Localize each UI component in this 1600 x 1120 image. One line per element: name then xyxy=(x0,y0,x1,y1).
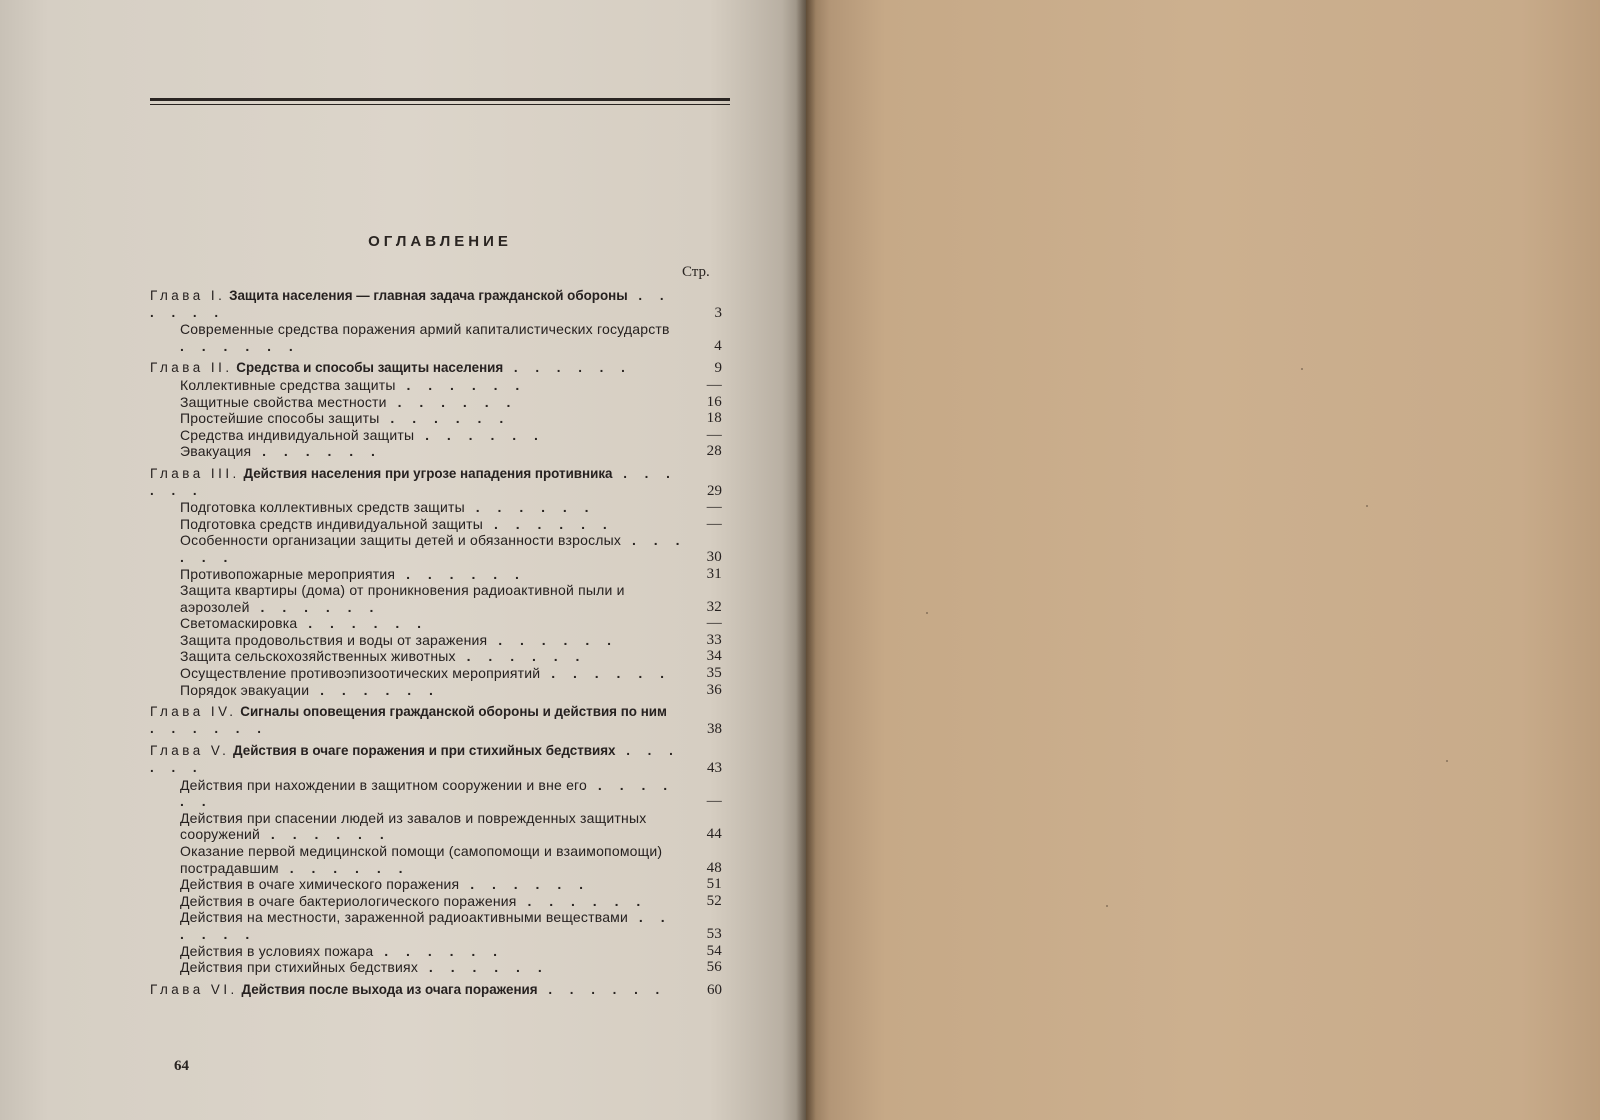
entry-title: Действия при нахождении в защитном сооружении и вне его xyxy=(180,776,588,793)
entry-title: Действия на местности, зараженной радиоактивными веществами xyxy=(180,909,629,926)
header-rule xyxy=(150,98,730,101)
toc-section-entry xyxy=(150,566,732,583)
leader-dots: . . . . . . xyxy=(414,426,545,443)
leader-dots: . . . . . . xyxy=(297,615,429,632)
table-of-contents xyxy=(150,288,732,998)
toc-section-entry xyxy=(150,843,732,876)
toc-section-entry xyxy=(150,943,732,960)
entry-page-number: 33 xyxy=(706,631,722,648)
leader-dots: . . . . . . xyxy=(150,288,671,320)
entry-page-number: 29 xyxy=(707,482,722,499)
toc-section-entry xyxy=(150,893,732,910)
entry-page-number: 53 xyxy=(706,925,722,942)
entry-title: Подготовка средств индивидуальной защиты xyxy=(180,515,484,532)
entry-title: Порядок эвакуации xyxy=(180,681,310,698)
leader-dots: . . . . . . xyxy=(516,892,648,909)
entry-title: Средства и способы защиты населения xyxy=(236,360,504,376)
entry-page-number: — xyxy=(706,793,722,810)
entry-page-number: 44 xyxy=(706,826,722,843)
paper-speck xyxy=(1106,905,1108,907)
toc-section-entry xyxy=(150,394,732,411)
entry-title: Подготовка коллективных средств защиты xyxy=(180,499,465,516)
leader-dots: . . . . . . xyxy=(180,909,672,942)
entry-title: Действия в очаге химического поражения xyxy=(180,876,460,893)
leader-dots: . . . . . . xyxy=(537,981,667,997)
entry-title: Светомаскировка xyxy=(180,615,298,632)
entry-title: Действия при стихийных бедствиях xyxy=(180,959,419,976)
toc-section-entry xyxy=(150,876,732,893)
leader-dots: . . . . . . xyxy=(309,681,440,698)
entry-title: Оказание первой медицинской помощи (самопомощи и взаимопомощи) пострадавшим xyxy=(180,843,663,876)
paper-speck xyxy=(1301,368,1303,370)
entry-title: Простейшие способы защиты xyxy=(180,410,380,427)
toc-section-entry xyxy=(150,516,732,533)
chapter-number: Глава VI. xyxy=(150,981,238,997)
leader-dots: . . . . . . xyxy=(503,360,632,376)
entry-page-number: 31 xyxy=(706,565,722,582)
entry-title: Противопожарные мероприятия xyxy=(180,565,396,582)
entry-title: Защитные свойства местности xyxy=(180,393,387,410)
leader-dots: . . . . . . xyxy=(464,499,596,516)
entry-page-number: 56 xyxy=(706,959,722,976)
chapter-number: Глава II. xyxy=(150,360,233,376)
toc-section-entry xyxy=(150,665,732,682)
leader-dots: . . . . . . xyxy=(386,393,518,410)
chapter-number: Глава III. xyxy=(150,465,240,481)
entry-page-number: — xyxy=(706,499,722,516)
book-gutter xyxy=(796,0,816,1120)
entry-page-number: 4 xyxy=(714,337,722,354)
toc-chapter-entry xyxy=(150,466,732,499)
leader-dots: . . . . . . xyxy=(251,443,382,460)
entry-title: Действия при спасении людей из завалов и поврежденных защитных сооружений xyxy=(180,809,647,843)
toc-section-entry xyxy=(150,532,732,565)
leader-dots: . . . . . . xyxy=(379,410,511,427)
toc-section-entry xyxy=(150,582,732,615)
entry-title: Средства индивидуальной защиты xyxy=(180,426,415,443)
toc-section-entry xyxy=(150,959,732,976)
entry-title: Защита продовольствия и воды от заражения xyxy=(180,631,488,648)
leader-dots: . . . . . . xyxy=(373,942,505,959)
entry-page-number: 28 xyxy=(706,443,722,460)
entry-title: Действия в условиях пожара xyxy=(180,942,374,959)
entry-page-number: 9 xyxy=(714,360,722,377)
toc-chapter-entry xyxy=(150,743,732,776)
entry-page-number: — xyxy=(706,426,722,443)
entry-title: Сигналы оповещения гражданской обороны и действия по ним xyxy=(240,704,667,720)
toc-chapter-entry xyxy=(150,360,732,377)
leader-dots: . . . . . . xyxy=(150,743,680,776)
leader-dots: . . . . . . xyxy=(278,859,410,876)
entry-page-number: 34 xyxy=(706,648,722,665)
chapter-number: Глава IV. xyxy=(150,704,237,720)
toc-section-entry xyxy=(150,377,732,394)
toc-chapter-entry xyxy=(150,288,732,321)
leader-dots: . . . . . . xyxy=(418,959,549,976)
toc-section-entry xyxy=(150,321,732,354)
toc-section-entry xyxy=(150,615,732,632)
leader-dots: . . . . . . xyxy=(459,876,590,893)
leader-dots: . . . . . . xyxy=(483,515,614,532)
entry-title: Действия населения при угрозе нападения противника xyxy=(243,465,613,481)
entry-page-number: 30 xyxy=(706,548,722,565)
entry-page-number: 16 xyxy=(706,393,722,410)
entry-page-number: 52 xyxy=(706,892,722,909)
leader-dots: . . . . . . xyxy=(249,598,381,615)
paper-speck xyxy=(1366,505,1368,507)
toc-section-entry xyxy=(150,632,732,649)
entry-page-number: 36 xyxy=(706,681,722,698)
entry-page-number: 54 xyxy=(706,942,722,959)
leader-dots: . . . . . . xyxy=(487,631,618,648)
paper-speck xyxy=(926,612,928,614)
entry-page-number: 3 xyxy=(714,304,722,321)
leader-dots: . . . . . . xyxy=(260,826,391,843)
leader-dots: . . . . . . xyxy=(180,776,675,810)
leader-dots: . . . . . . xyxy=(150,720,268,736)
entry-page-number: 43 xyxy=(707,760,722,777)
entry-page-number: 51 xyxy=(706,876,722,893)
toc-chapter-entry xyxy=(150,982,732,999)
entry-page-number: 32 xyxy=(706,598,722,615)
entry-title: Защита сельскохозяйственных животных xyxy=(180,648,456,665)
leader-dots: . . . . . . xyxy=(395,376,527,393)
header-rule-thin xyxy=(150,104,730,105)
entry-title: Действия в очаге бактериологического поражения xyxy=(180,892,517,909)
page-column-label: Стр. xyxy=(682,264,710,280)
chapter-number: Глава V. xyxy=(150,743,230,759)
toc-section-entry xyxy=(150,909,732,942)
paper-speck xyxy=(1446,760,1448,762)
entry-page-number: — xyxy=(706,615,722,632)
toc-section-entry xyxy=(150,810,732,843)
entry-title: Защита населения — главная задача гражданской обороны xyxy=(229,288,628,303)
toc-chapter-entry xyxy=(150,704,732,737)
leader-dots: . . . . . . xyxy=(180,532,687,565)
entry-title: Особенности организации защиты детей и обязанности взрослых xyxy=(180,532,622,549)
toc-section-entry xyxy=(150,682,732,699)
leader-dots: . . . . . . xyxy=(150,465,677,498)
right-page-blank xyxy=(806,0,1600,1120)
page-number: 64 xyxy=(174,1058,189,1074)
entry-title: Современные средства поражения армий капиталистических государств xyxy=(180,321,670,338)
toc-section-entry xyxy=(150,777,732,810)
entry-page-number: — xyxy=(706,515,722,532)
toc-section-entry xyxy=(150,427,732,444)
entry-title: Действия в очаге поражения и при стихийных бедствиях xyxy=(233,743,616,759)
leader-dots: . . . . . . xyxy=(395,565,526,582)
chapter-number: Глава I. xyxy=(150,288,226,303)
leader-dots: . . . . . . xyxy=(540,665,672,682)
entry-page-number: 38 xyxy=(707,720,722,737)
toc-section-entry xyxy=(150,410,732,427)
toc-section-entry xyxy=(150,648,732,665)
entry-page-number: 35 xyxy=(706,665,722,682)
entry-page-number: 48 xyxy=(706,859,722,876)
contents-heading: ОГЛАВЛЕНИЕ xyxy=(368,233,512,250)
toc-section-entry xyxy=(150,443,732,460)
entry-title: Коллективные средства защиты xyxy=(180,376,396,393)
leader-dots: . . . . . . xyxy=(455,648,587,665)
leader-dots: . . . . . . xyxy=(180,337,300,354)
entry-title: Осуществление противоэпизоотических мероприятий xyxy=(180,665,541,682)
entry-page-number: — xyxy=(706,376,722,393)
entry-title: Защита квартиры (дома) от проникновения радиоактивной пыли и аэрозолей xyxy=(180,582,625,615)
entry-page-number: 60 xyxy=(707,981,722,998)
toc-section-entry xyxy=(150,499,732,516)
entry-title: Эвакуация xyxy=(180,443,252,460)
entry-page-number: 18 xyxy=(706,410,722,427)
entry-title: Действия после выхода из очага поражения xyxy=(241,981,538,997)
